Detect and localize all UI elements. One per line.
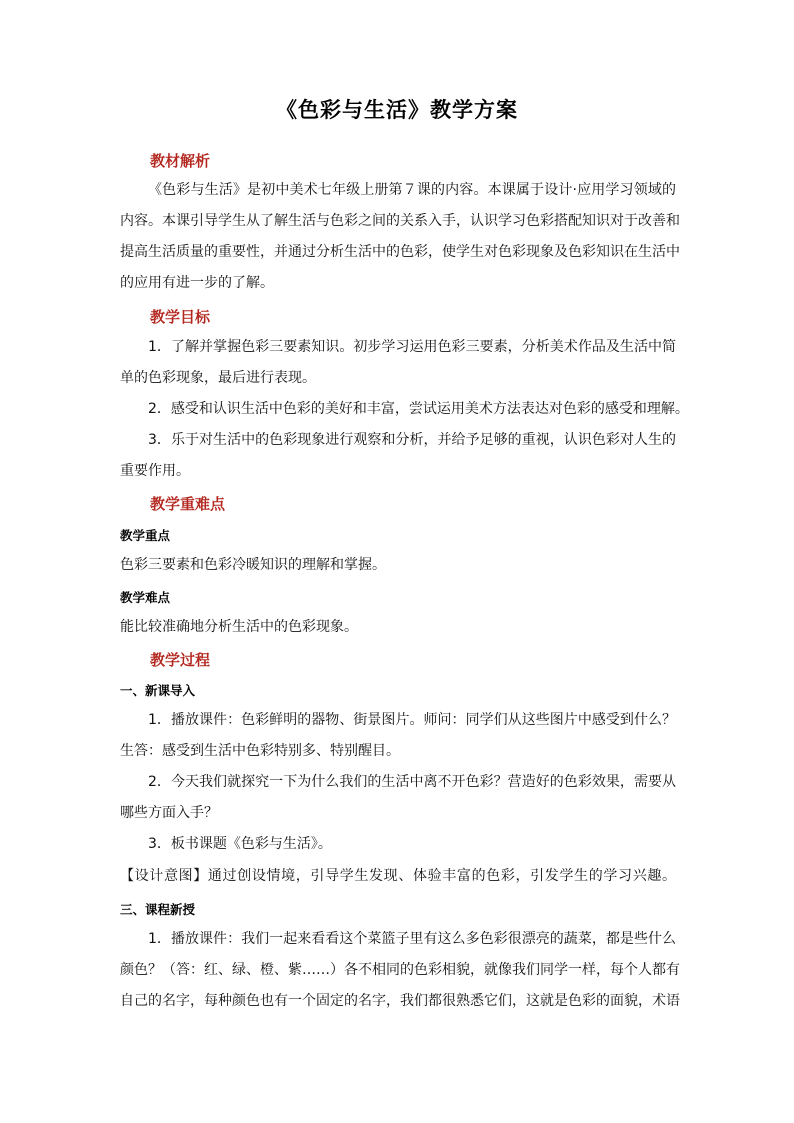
analysis-line-3: 提高生活质量的重要性，并通过分析生活中的色彩，使学生对色彩现象及色彩知识在生活中 <box>120 244 680 260</box>
part3-label: 三、课程新授 <box>120 902 196 917</box>
process-line-4: 哪些方面入手？ <box>120 805 218 821</box>
analysis-line-1: 《色彩与生活》是初中美术七年级上册第７课的内容。本课属于设计·应用学习领域的 <box>148 182 676 198</box>
section-heading-process: 教学过程 <box>150 651 211 669</box>
difficulty-text: 能比较准确地分析生活中的色彩现象。 <box>120 619 358 635</box>
goal-line-2: 单的色彩现象，最后进行表现。 <box>120 370 316 386</box>
difficulty-label: 教学难点 <box>120 590 171 605</box>
section-heading-keypoints: 教学重难点 <box>150 495 226 513</box>
part1-label: 一、新课导入 <box>120 683 196 698</box>
section-heading-analysis: 教材解析 <box>150 152 211 170</box>
process-line-1: 1．播放课件：色彩鲜明的器物、街景图片。师问：同学们从这些图片中感受到什么？ <box>148 712 676 728</box>
goal-line-5: 重要作用。 <box>120 463 190 479</box>
focus-label: 教学重点 <box>120 528 171 543</box>
focus-text: 色彩三要素和色彩冷暖知识的理解和掌握。 <box>120 557 386 573</box>
design-intent: 【设计意图】通过创设情境，引导学生发现、体验丰富的色彩，引发学生的学习兴趣。 <box>120 868 676 884</box>
process-line-2: 生答：感受到生活中色彩特别多、特别醒目。 <box>120 743 400 759</box>
new-lesson-line-1: 1．播放课件：我们一起来看看这个菜篮子里有这么多色彩很漂亮的蔬菜，都是些什么 <box>148 931 676 947</box>
page-title: 《色彩与生活》教学方案 <box>276 97 518 122</box>
goal-line-3: 2．感受和认识生活中色彩的美好和丰富，尝试运用美术方法表达对色彩的感受和理解。 <box>148 401 689 417</box>
goal-line-4: 3．乐于对生活中的色彩现象进行观察和分析，并给予足够的重视，认识色彩对人生的 <box>148 432 676 448</box>
analysis-line-4: 的应用有进一步的了解。 <box>120 275 274 291</box>
analysis-line-2: 内容。本课引导学生从了解生活与色彩之间的关系入手，认识学习色彩搭配知识对于改善和 <box>120 213 680 229</box>
new-lesson-line-2: 颜色？（答：红、绿、橙、紫……）各不相同的色彩相貌，就像我们同学一样，每个人都有 <box>120 962 680 978</box>
goal-line-1: 1．了解并掌握色彩三要素知识。初步学习运用色彩三要素，分析美术作品及生活中简 <box>148 339 676 355</box>
process-line-5: 3．板书课题《色彩与生活》。 <box>148 836 332 852</box>
process-line-3: 2．今天我们就探究一下为什么我们的生活中离不开色彩？营造好的色彩效果，需要从 <box>148 774 676 790</box>
new-lesson-line-3: 自己的名字，每种颜色也有一个固定的名字，我们都很熟悉它们，这就是色彩的面貌，术语 <box>120 993 680 1009</box>
section-heading-goals: 教学目标 <box>150 308 211 326</box>
